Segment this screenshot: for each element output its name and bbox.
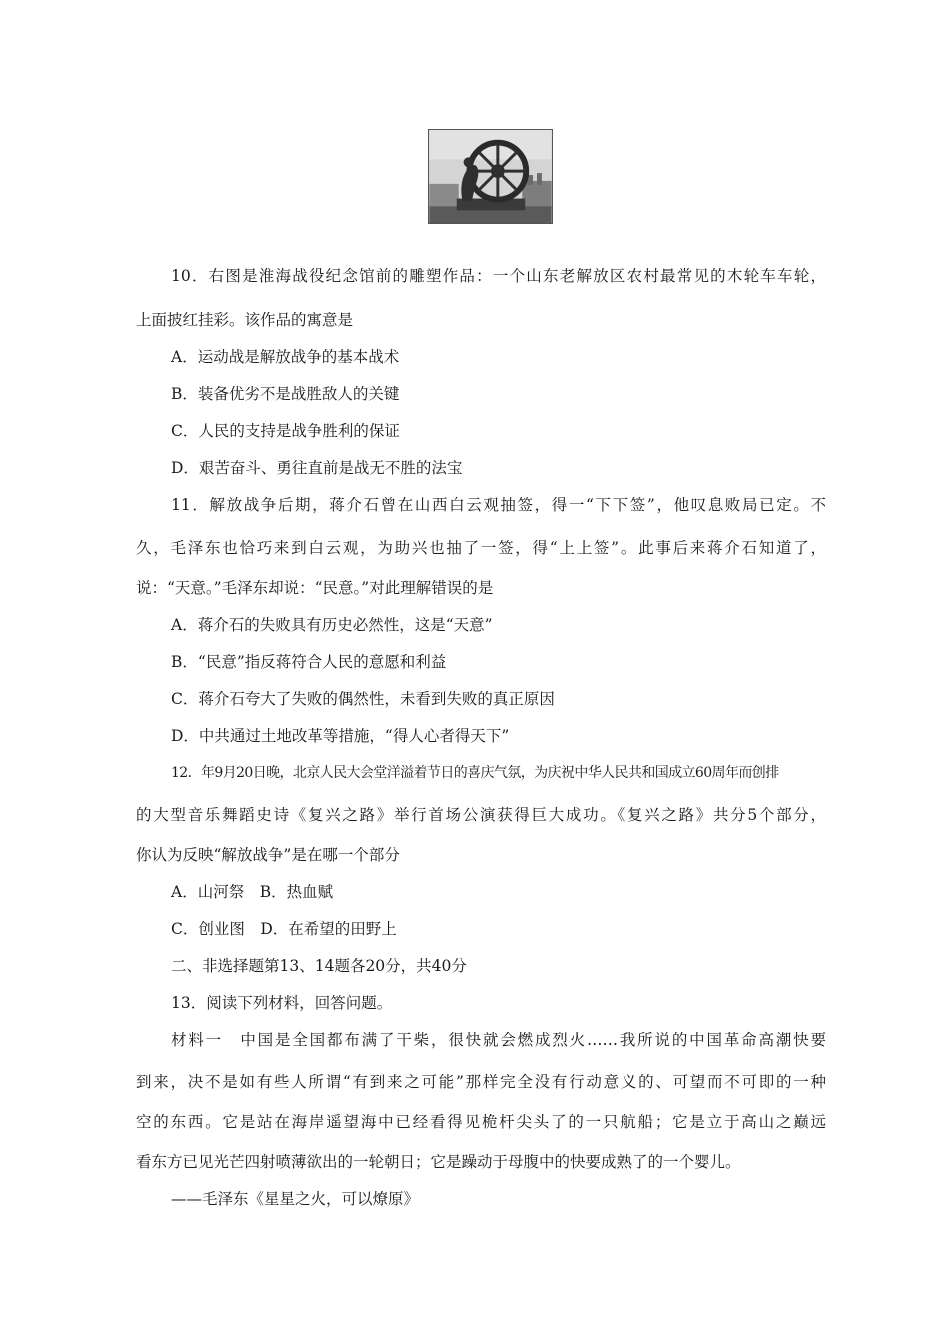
q13-stem: 13．阅读下列材料，回答问题。 <box>171 994 393 1012</box>
q11-option-b: B．“民意”指反蒋符合人民的意愿和利益 <box>171 653 447 671</box>
q10-option-b: B．装备优劣不是战胜敌人的关键 <box>171 385 400 403</box>
q13-material1-line1: 材料一 中国是全国都布满了干柴，很快就会燃成烈火……我所说的中国革命高潮快要 <box>171 1031 826 1049</box>
q10-option-c: C．人民的支持是战争胜利的保证 <box>171 422 400 440</box>
wheel-sculpture-image <box>429 130 552 223</box>
q13-material1-line2: 到来，决不是如有些人所谓“有到来之可能”那样完全没有行动意义的、可望而不可即的一种 <box>136 1073 826 1091</box>
q11-option-a: A．蒋介石的失败具有历史必然性，这是“天意” <box>171 616 493 634</box>
q11-stem-line3: 说：“天意。”毛泽东却说：“民意。”对此理解错误的是 <box>136 579 494 597</box>
q11-option-c: C．蒋介石夸大了失败的偶然性，未看到失败的真正原因 <box>171 690 555 708</box>
q10-option-a: A．运动战是解放战争的基本战术 <box>171 348 400 366</box>
q12-options-ab: A．山河祭 B．热血赋 <box>171 883 334 901</box>
q12-stem-line3: 你认为反映“解放战争”是在哪一个部分 <box>136 846 400 864</box>
q11-option-d: D．中共通过土地改革等措施，“得人心者得天下” <box>171 727 510 745</box>
q12-options-cd: C．创业图 D．在希望的田野上 <box>171 920 397 938</box>
section2-heading: 二、非选择题第13、14题各20分，共40分 <box>171 957 467 975</box>
q13-material1-line3: 空的东西。它是站在海岸遥望海中已经看得见桅杆尖头了的一只航船；它是立于高山之巅远 <box>136 1113 826 1131</box>
q10-option-d: D．艰苦奋斗、勇往直前是战无不胜的法宝 <box>171 459 463 477</box>
q13-material1-line4: 看东方已见光芒四射喷薄欲出的一轮朝日；它是躁动于母腹中的快要成熟了的一个婴儿。 <box>136 1153 741 1171</box>
q10-stem-line1: 10．右图是淮海战役纪念馆前的雕塑作品：一个山东老解放区农村最常见的木轮车车轮， <box>171 267 826 285</box>
q13-source: ——毛泽东《星星之火，可以燎原》 <box>171 1190 420 1208</box>
q11-stem-line1: 11．解放战争后期，蒋介石曾在山西白云观抽签，得一“下下签”，他叹息败局已定。不 <box>171 496 826 514</box>
q12-stem-line1: 12．年9月20日晚，北京人民大会堂洋溢着节日的喜庆气氛，为庆祝中华人民共和国成立60周年而创排 <box>171 765 779 781</box>
q11-stem-line2: 久，毛泽东也恰巧来到白云观，为助兴也抽了一签，得“上上签”。此事后来蒋介石知道了， <box>136 539 826 557</box>
q10-stem-line2: 上面披红挂彩。该作品的寓意是 <box>136 311 354 329</box>
sculpture-photo <box>428 129 553 224</box>
q12-stem-line2: 的大型音乐舞蹈史诗《复兴之路》举行首场公演获得巨大成功。《复兴之路》共分5个部分， <box>136 806 826 824</box>
